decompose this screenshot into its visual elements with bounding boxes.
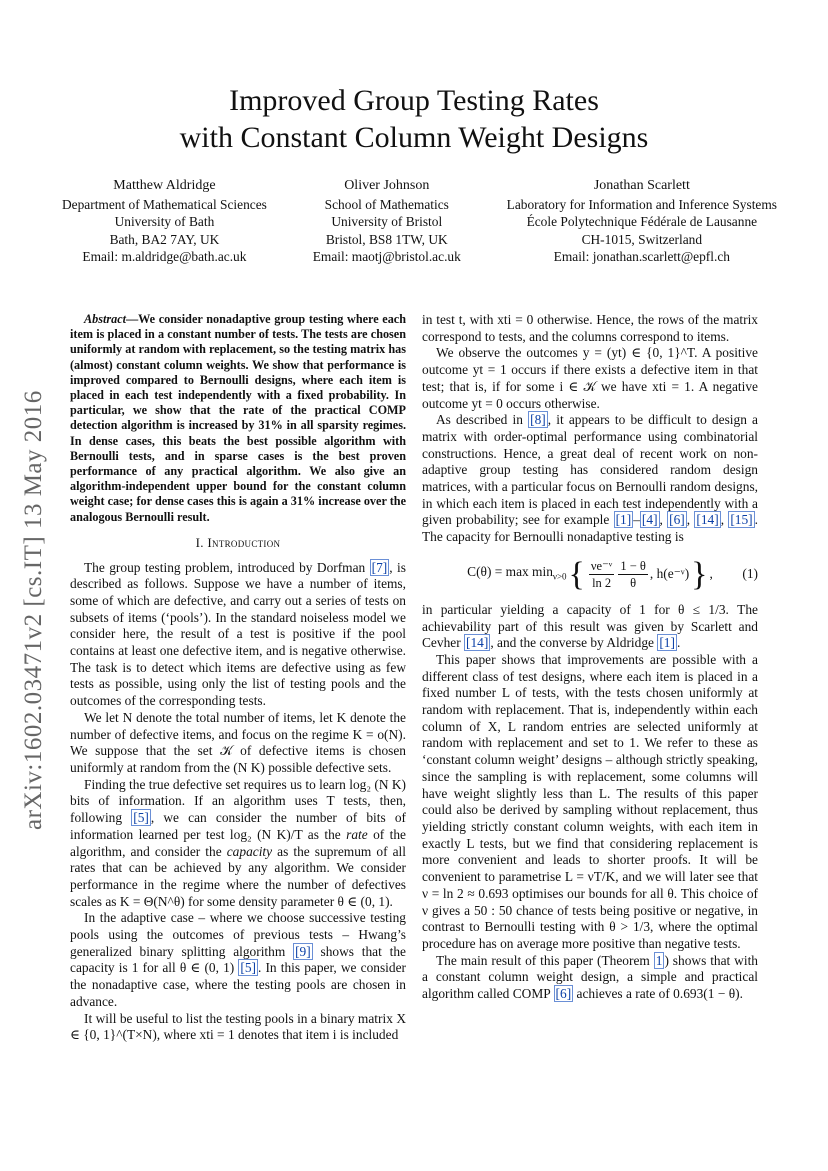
section-heading-introduction	[70, 535, 406, 552]
author-aldridge	[62, 177, 267, 266]
citation-link[interactable]: [6]	[555, 986, 572, 1002]
right-brace: }	[691, 555, 708, 593]
right-column	[422, 312, 758, 1003]
author-block	[62, 177, 777, 266]
citation-link[interactable]: [4]	[641, 512, 658, 528]
citation-link[interactable]: [15]	[730, 512, 753, 528]
eq-text: , h(e⁻ᵛ)	[649, 566, 690, 582]
citation-link[interactable]: [1]	[615, 512, 632, 528]
paragraph	[70, 910, 406, 1010]
arxiv-identifier: arXiv:1602.03471v2 [cs.IT] 13 May 2016	[20, 390, 47, 830]
eq-comma: ,	[709, 566, 713, 582]
fraction	[618, 558, 648, 592]
title-line-2: with Constant Column Weight Designs	[179, 121, 649, 154]
text: as the supremum of all rates that can be achieved by any algorithm. We consider performance in the regime where the number of defectives scales as K = Θ(N^θ) for some density parameter θ ∈ (0, 1).	[70, 843, 406, 909]
paragraph: We observe the outcomes y = (yt) ∈ {0, 1}^T. A positive outcome yt = 1 occurs if there exists a defective item in that test; that is, if for some i ∈ 𝒦 we have xti = 1. A negative outcome yt = 0 occurs otherwise.	[422, 345, 758, 411]
text: The group testing problem, introduced by Dorfman	[84, 559, 370, 575]
text: –	[633, 512, 640, 528]
author-johnson	[313, 177, 461, 266]
citation-link[interactable]: [5]	[133, 810, 149, 826]
paragraph	[70, 560, 406, 710]
text: Finding the true defective set requires us to learn log₂ (N K) bits of information. If an algorithm uses T tests, then, following	[70, 776, 406, 826]
author-name: Jonathan Scarlett	[593, 178, 690, 193]
eq-text: C(θ) = max min	[467, 564, 553, 580]
citation-link[interactable]: [9]	[295, 943, 311, 959]
abstract-lead: Abstract	[84, 312, 126, 326]
text: In the adaptive case – where we choose successive testing pools using the outcomes of previous tests – Hwang’s generalized binary splitting algorithm	[70, 910, 406, 959]
author-address: CH-1015, Switzerland	[581, 231, 703, 247]
abstract	[70, 312, 406, 525]
theorem-link[interactable]: 1	[655, 952, 663, 968]
equation-lhs	[467, 564, 566, 585]
text: , we can consider the number of bits of information learned per test log₂ (N K)/T as the	[70, 810, 407, 842]
citation-link[interactable]: [1]	[659, 635, 675, 651]
author-address: Bristol, BS8 1TW, UK	[325, 231, 448, 247]
denominator: ln 2	[592, 576, 612, 591]
author-email[interactable]: Email: m.aldridge@bath.ac.uk	[82, 249, 247, 265]
numerator: 1 − θ	[618, 558, 648, 576]
citation-link[interactable]: [5]	[240, 960, 256, 976]
abstract-text: —We consider nonadaptive group testing where each item is placed in a constant number of tests. The tests are chosen uniformly at random with replacement, so the testing matrix has (almost) constant column weights. We show that performance is improved compared to Bernoulli designs, where each item is placed in each test independently with a fixed probability. In particular, we show that the rate of the practical COMP detection algorithm is increased by 31% in all sparsity regimes. In dense cases, this beats the best possible algorithm with Bernoulli tests, and in sparse cases is the best proven performance of any practical algorithm. We also give an algorithm-independent upper bound for the constant column weight case; for dense cases this is again a 31% increase over the analogous Bernoulli result.	[70, 312, 406, 524]
author-address: Bath, BA2 7AY, UK	[109, 231, 220, 247]
citation-link[interactable]: [14]	[466, 635, 489, 651]
paragraph	[422, 412, 758, 546]
text: The main result of this paper (Theorem	[436, 952, 654, 968]
citation-link[interactable]: [7]	[371, 559, 388, 575]
paragraph: This paper shows that improvements are possible with a different class of test designs, where each item is placed in a fixed number L of tests, with the tests chosen uniformly at random with replacement. That is, independently within each column of X, L random entries are selected uniformly at random with replacement and set to 1. We refer to these as ‘constant column weight’ designs – although strictly speaking, since the sampling is with replacement, some columns will have weight slightly less than L. The results of this paper could also be derived by sampling without replacement, thus yielding strictly constant column weights, with each item in exactly L tests, but we find that considering replacement is more convenient and leads to shorter proofs. It will be convenient to parametrise L = νT/K, and we will later see that ν = ln 2 ≈ 0.693 optimises our bounds for all θ. This choice of ν gives a 50 : 50 chance of tests being positive or negative, in contrast to Bernoulli testing with θ > 1/3, where the optimal procedure has on average more positive than negative tests.	[422, 651, 758, 951]
paragraph: in test t, with xti = 0 otherwise. Hence, the rows of the matrix correspond to tests, and the columns correspond to items.	[422, 312, 758, 344]
text: , it appears to be difficult to design a matrix with order-optimal performance using combinatorial constructions. Hence, a great deal of recent work on non-adaptive group testing has considered random design matrices, with a particular focus on Bernoulli random designs, in which each item is placed in each test independently with a given probability; see for example	[422, 412, 758, 528]
paragraph: It will be useful to list the testing pools in a binary matrix X ∈ {0, 1}^(T×N), where xti = 1 denotes that item i is included	[70, 1010, 406, 1043]
citation-link[interactable]: [6]	[669, 512, 685, 528]
author-dept: School of Mathematics	[324, 196, 449, 212]
text: ) shows that with a constant column weight design, a simple and practical algorithm called COMP	[422, 952, 758, 1002]
left-brace: {	[568, 555, 585, 593]
text: .	[676, 635, 681, 651]
text: , and the converse by Aldridge	[490, 635, 658, 651]
eq-subscript: ν>0	[552, 571, 567, 582]
paragraph	[422, 602, 758, 652]
author-scarlett	[507, 177, 777, 266]
fraction	[589, 558, 614, 592]
author-institution: University of Bristol	[331, 214, 443, 230]
title-line-1: Improved Group Testing Rates	[229, 84, 599, 117]
author-name: Oliver Johnson	[344, 178, 430, 193]
section-title: Introduction	[207, 534, 281, 550]
author-email[interactable]: Email: maotj@bristol.ac.uk	[312, 249, 461, 265]
author-dept: Department of Mathematical Sciences	[62, 196, 267, 212]
author-institution: University of Bath	[114, 214, 215, 230]
equation-number: (1)	[742, 566, 758, 582]
paper-title	[0, 82, 828, 156]
text: , is described as follows. Suppose we have a number of items, some of which are defective, and carry out a series of tests on subsets of items (‘pools’). In the standard noiseless model we consider here, the result of a test is positive if the pool contains at least one defective item, and is negative otherwise. The task is to detect which items are defective using as few tests as possible, using only the list of testing pools and the outcomes of the corresponding tests.	[70, 559, 406, 709]
text: . The capacity for Bernoulli nonadaptive testing is	[422, 512, 758, 545]
author-email[interactable]: Email: jonathan.scarlett@epfl.ch	[553, 249, 730, 265]
author-dept: Laboratory for Information and Inference Systems	[506, 196, 777, 212]
paragraph	[70, 777, 406, 911]
emphasis: capacity	[226, 843, 273, 859]
text: of the algorithm, and consider the	[70, 826, 406, 859]
author-name: Matthew Aldridge	[113, 178, 216, 193]
denominator: θ	[630, 576, 637, 591]
section-number: I.	[195, 534, 208, 550]
citation-link[interactable]: [14]	[696, 512, 719, 528]
text: in particular yielding a capacity of 1 for θ ≤ 1/3. The achievability part of this result was given by Scarlett and Cevher	[422, 601, 758, 651]
text: ,	[659, 512, 668, 528]
left-column	[70, 312, 406, 1044]
text: As described in	[436, 412, 529, 428]
text: ,	[686, 512, 695, 528]
text: shows that the capacity is 1 for all θ ∈ (0, 1)	[70, 943, 406, 976]
equation-capacity	[422, 552, 758, 598]
text: achieves a rate of 0.693(1 − θ).	[573, 986, 743, 1002]
emphasis: rate	[346, 826, 368, 842]
numerator: νe⁻ᵛ	[589, 558, 614, 576]
text: ,	[720, 512, 729, 528]
citation-link[interactable]: [8]	[530, 412, 546, 428]
author-institution: École Polytechnique Fédérale de Lausanne	[526, 214, 758, 230]
paragraph: We let N denote the total number of items, let K denote the number of defective items, and focus on the regime K = o(N). We suppose that the set 𝒦 of defective items is chosen uniformly at random from the (N K) possible defective sets.	[70, 709, 406, 775]
paragraph	[422, 953, 758, 1003]
text: . In this paper, we consider the nonadaptive case, where the testing pools are chosen in advance.	[70, 960, 406, 1009]
